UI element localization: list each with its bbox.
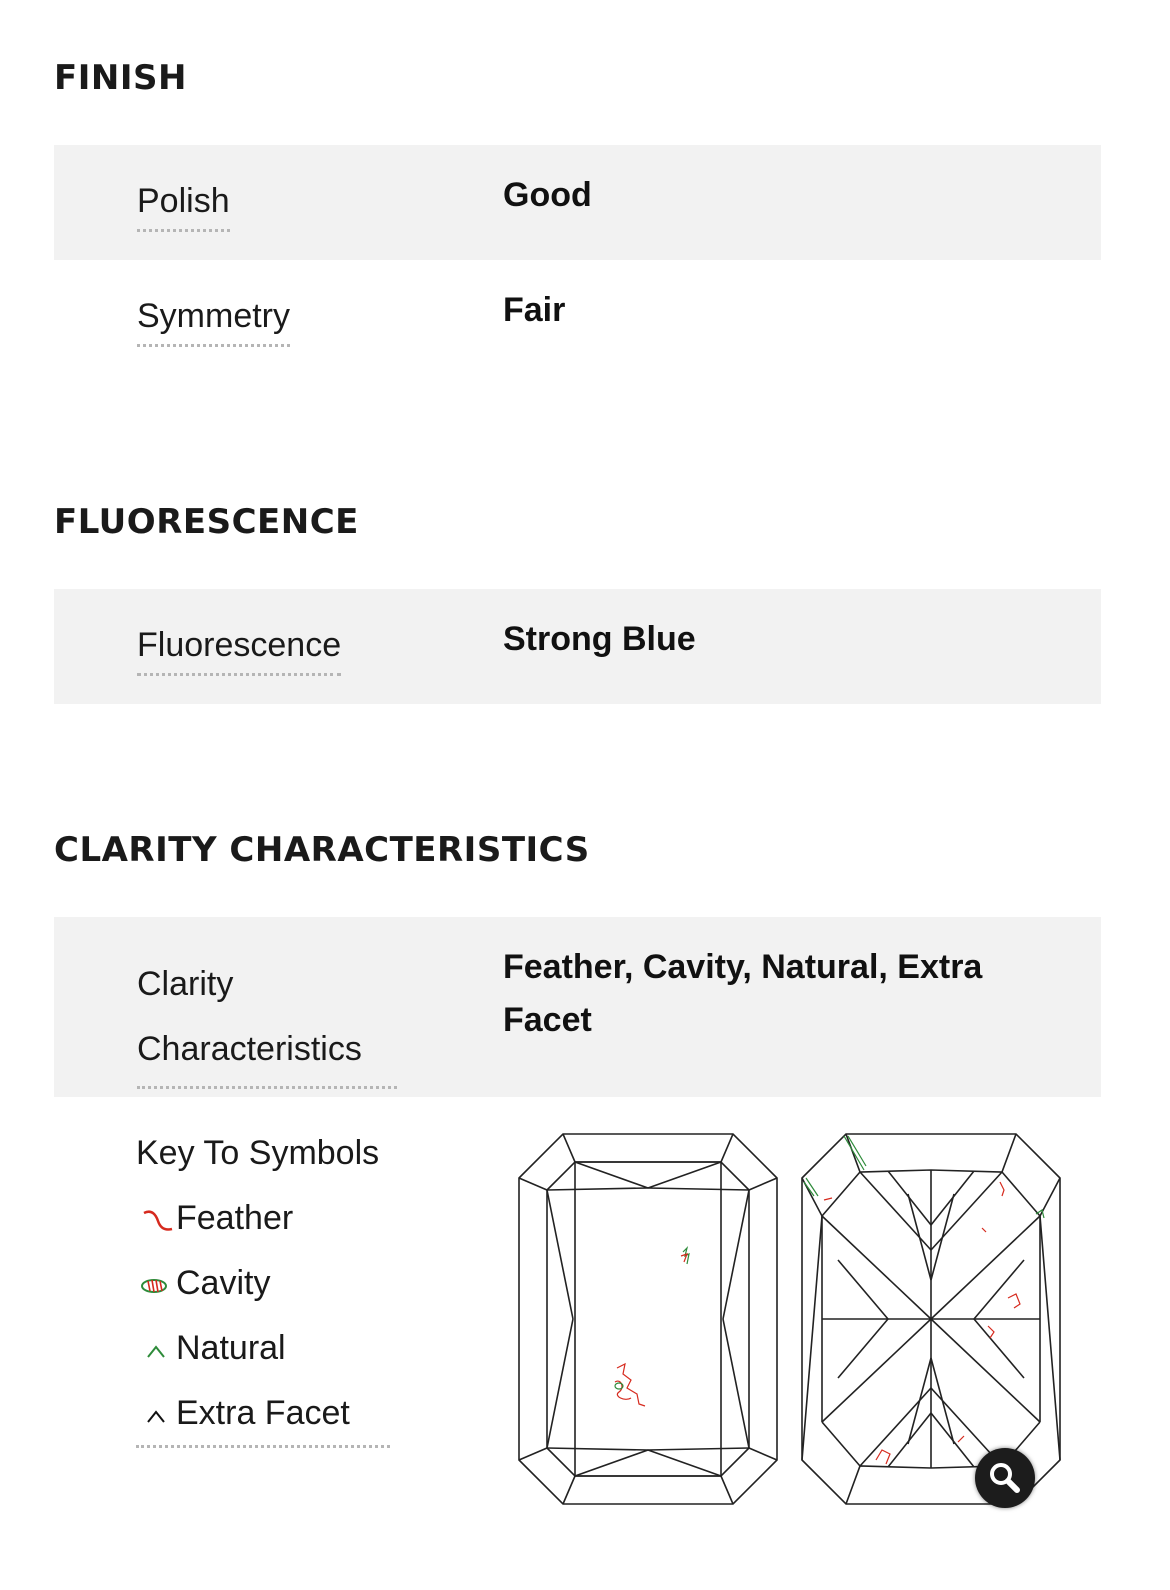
- clarity-value: [503, 941, 982, 1047]
- fluorescence-label[interactable]: Fluorescence: [137, 625, 341, 676]
- symmetry-value: Fair: [503, 291, 566, 329]
- crown-plot-diagram: [515, 1130, 781, 1508]
- natural-symbol-icon: [136, 1335, 176, 1365]
- key-item-label: Cavity: [176, 1264, 271, 1302]
- fluorescence-row: [54, 589, 1101, 704]
- extra-facet-symbol-icon: [136, 1400, 176, 1430]
- polish-row: [54, 145, 1101, 260]
- symmetry-row: [54, 260, 1101, 375]
- key-item-label: Feather: [176, 1199, 294, 1237]
- cavity-symbol-icon: [136, 1270, 176, 1300]
- key-item-natural: [136, 1328, 286, 1368]
- key-item-extra-facet: [136, 1393, 350, 1433]
- key-to-symbols-underline: [136, 1445, 390, 1448]
- key-item-cavity: [136, 1263, 270, 1303]
- key-item-label: Extra Facet: [176, 1394, 350, 1432]
- fluorescence-value: Strong Blue: [503, 620, 696, 658]
- fluorescence-section-title: FLUORESCENCE: [54, 502, 359, 542]
- magnifier-icon: [975, 1448, 1035, 1508]
- polish-value: Good: [503, 176, 592, 214]
- clarity-label-line2: Characteristics: [137, 1030, 362, 1068]
- key-item-label: Natural: [176, 1329, 286, 1367]
- polish-label[interactable]: Polish: [137, 181, 230, 232]
- zoom-button[interactable]: [975, 1448, 1035, 1508]
- key-item-feather: [136, 1198, 293, 1238]
- clarity-label[interactable]: [137, 952, 397, 1089]
- clarity-label-line1: Clarity: [137, 965, 234, 1003]
- clarity-value-line1: Feather, Cavity, Natural, Extra: [503, 948, 983, 986]
- finish-section-title: FINISH: [54, 58, 187, 98]
- key-to-symbols-title: Key To Symbols: [136, 1134, 380, 1172]
- clarity-section-title: CLARITY CHARACTERISTICS: [54, 830, 590, 870]
- symmetry-label[interactable]: Symmetry: [137, 296, 290, 347]
- clarity-value-line2: Facet: [503, 1001, 592, 1039]
- clarity-row: [54, 917, 1101, 1097]
- feather-symbol-icon: [136, 1205, 176, 1235]
